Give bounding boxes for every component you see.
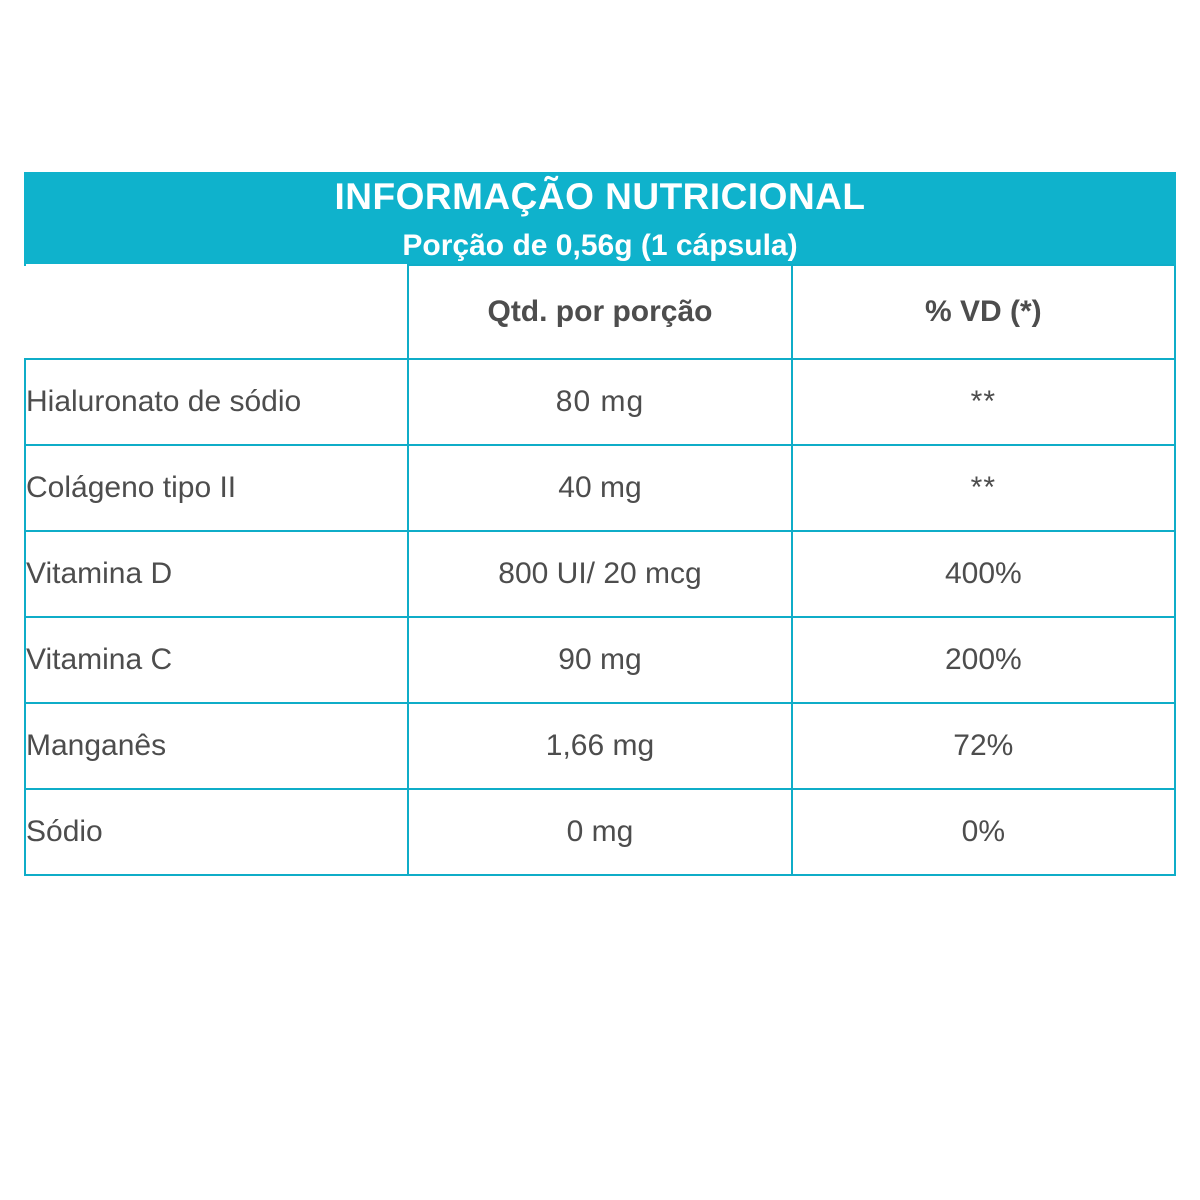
- nutrient-daily-value: 72%: [792, 703, 1175, 789]
- nutrient-amount: 80 mg: [408, 359, 791, 445]
- nutrient-amount: 40 mg: [408, 445, 791, 531]
- nutrient-daily-value: 400%: [792, 531, 1175, 617]
- page-title: INFORMAÇÃO NUTRICIONAL: [334, 176, 866, 217]
- nutrient-name: Hialuronato de sódio: [25, 359, 408, 445]
- nutrient-name: Colágeno tipo II: [25, 445, 408, 531]
- nutrient-name: Vitamina D: [25, 531, 408, 617]
- nutrient-name: Sódio: [25, 789, 408, 875]
- nutrient-daily-value: 0%: [792, 789, 1175, 875]
- nutrient-amount: 0 mg: [408, 789, 791, 875]
- nutrient-name: Vitamina C: [25, 617, 408, 703]
- column-header-amount: Qtd. por porção: [408, 265, 791, 359]
- serving-size-label: Porção de 0,56g (1 cápsula): [402, 229, 798, 263]
- column-header-row: [25, 265, 1175, 359]
- table-row: [25, 617, 1175, 703]
- nutrient-name: Manganês: [25, 703, 408, 789]
- table-row: [25, 359, 1175, 445]
- nutrient-amount: 1,66 mg: [408, 703, 791, 789]
- nutrient-daily-value: **: [792, 359, 1175, 445]
- table-row: [25, 789, 1175, 875]
- table-header-row: [25, 173, 1175, 265]
- nutrient-amount: 90 mg: [408, 617, 791, 703]
- column-header-nutrient: [25, 265, 408, 359]
- nutrient-amount: 800 UI/ 20 mcg: [408, 531, 791, 617]
- nutrition-information-table: [24, 172, 1176, 876]
- nutrient-daily-value: **: [792, 445, 1175, 531]
- table-row: [25, 703, 1175, 789]
- nutrient-daily-value: 200%: [792, 617, 1175, 703]
- column-header-daily-value: % VD (*): [792, 265, 1175, 359]
- table-title-cell: [25, 173, 1175, 265]
- table-row: [25, 531, 1175, 617]
- table-row: [25, 445, 1175, 531]
